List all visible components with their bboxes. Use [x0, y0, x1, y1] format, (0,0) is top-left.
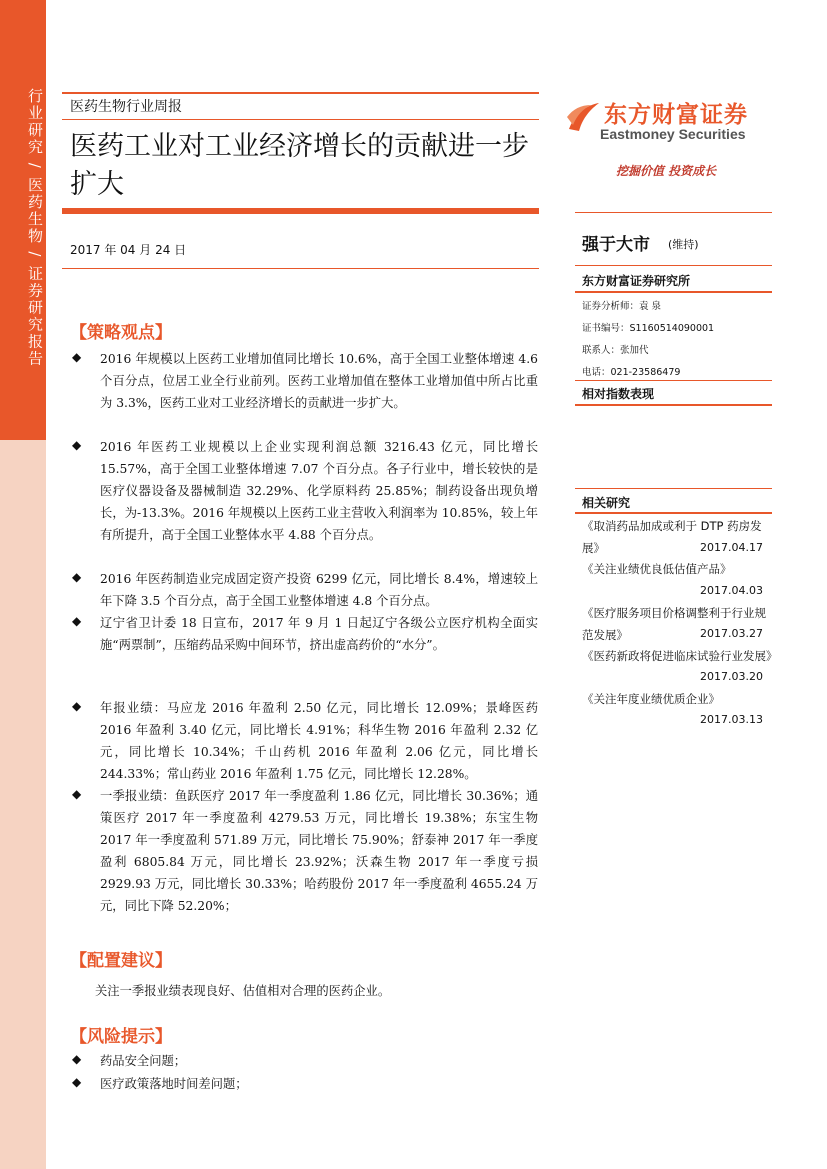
- diamond-bullet-icon: ◆: [72, 570, 82, 584]
- strategy-point: 2016 年规模以上医药工业增加值同比增长 10.6%，高于全国工业整体增速 4.6 个百分点，位居工业全行业前列。医药工业增加值在整体工业增加值中所占比重为 3.3%，医药工业对工业经济增长的贡献进一步扩大。: [100, 352, 538, 410]
- related-report-date: 2017.03.27: [700, 627, 763, 640]
- title-underline-bar: [62, 208, 539, 214]
- right-divider: [575, 488, 772, 489]
- report-date: 2017 年 04 月 24 日: [70, 243, 187, 257]
- config-text: 关注一季报业绩表现良好、估值相对合理的医药企业。: [95, 984, 391, 998]
- eastmoney-logo-icon: [565, 99, 601, 135]
- diamond-bullet-icon: ◆: [72, 787, 82, 801]
- brand-name-en: Eastmoney Securities: [600, 126, 746, 142]
- related-report-link[interactable]: 《关注年度业绩优质企业》: [582, 692, 720, 706]
- right-divider: [575, 291, 772, 293]
- institute-name: 东方财富证券研究所: [582, 274, 691, 288]
- brand-name-cn: 东方财富证券: [604, 102, 748, 128]
- sidebar-category-label: 行业研究 / 医药生物 / 证券研究报告: [26, 88, 44, 368]
- diamond-bullet-icon: ◆: [72, 1052, 82, 1066]
- brand-slogan: 挖掘价值 投资成长: [616, 164, 717, 178]
- related-report-link[interactable]: 《医药新政将促进临床试验行业发展》: [582, 649, 778, 663]
- related-report-date: 2017.04.17: [700, 541, 763, 554]
- right-divider: [575, 212, 772, 213]
- rating-note: (维持): [668, 238, 699, 251]
- related-report-link[interactable]: 《取消药品加成或利于 DTP 药房发展》: [582, 519, 762, 555]
- right-divider: [575, 265, 772, 266]
- related-research-title: 相关研究: [582, 496, 631, 510]
- diamond-bullet-icon: ◆: [72, 1075, 82, 1089]
- related-report-date: 2017.04.03: [700, 584, 763, 597]
- diamond-bullet-icon: ◆: [72, 438, 82, 452]
- strategy-point: 2016 年医药制造业完成固定资产投资 6299 亿元，同比增长 8.4%，增速较上年下降 3.5 个百分点，高于全国工业整体增速 4.8 个百分点。: [100, 572, 538, 608]
- strategy-point: 辽宁省卫计委 18 日宣布，2017 年 9 月 1 日起辽宁各级公立医疗机构全面实施“两票制”，压缩药品采购中间环节，挤出虚高药价的“水分”。: [100, 616, 538, 652]
- risk-heading: 【风险提示】: [70, 1027, 172, 1047]
- contact-person: 联系人：张加代: [582, 345, 649, 356]
- report-type: 医药生物行业周报: [70, 99, 182, 115]
- strategy-point: 2016 年医药工业规模以上企业实现利润总额 3216.43 亿元，同比增长 15.57%，高于全国工业整体增速 7.07 个百分点。各子行业中，增长较快的是医疗仪器设备及器械制造 32.29%、化学原料药 25.85%；制药设备出现负增长，为-13.3%。2016 年规模以上医药工业主营收入利润率为 10.85%，较上年有所提升，高于全国工业整体水平 4.88 个百分点。: [100, 440, 538, 542]
- sidebar-accent-bottom: [0, 440, 46, 1169]
- relative-index-title: 相对指数表现: [582, 387, 655, 401]
- diamond-bullet-icon: ◆: [72, 699, 82, 713]
- header-top-rule: [62, 92, 539, 94]
- earnings-point: 一季报业绩：鱼跃医疗 2017 年一季度盈利 1.86 亿元，同比增长 30.36%；通策医疗 2017 年一季度盈利 4279.53 万元，同比增长 19.38%；东宝生物 2017 年一季度盈利 571.89 万元，同比增长 75.90%；舒泰神 2017 年一季度盈利 6805.84 万元，同比增长 23.92%；沃森生物 2017 年一季度亏损 2929.93 万元，同比增长 30.33%；哈药股份 2017 年一季度盈利 4655.24 万元，同比下降 52.20%；: [100, 789, 538, 913]
- certificate-number: 证书编号：S1160514090001: [582, 323, 715, 334]
- strategy-heading: 【策略观点】: [70, 323, 172, 343]
- related-report-date: 2017.03.20: [700, 670, 763, 683]
- diamond-bullet-icon: ◆: [72, 350, 82, 364]
- right-divider: [575, 404, 772, 406]
- right-divider: [575, 512, 772, 514]
- config-heading: 【配置建议】: [70, 951, 172, 971]
- related-report-link[interactable]: 《关注业绩优良低估值产品》: [582, 562, 732, 576]
- page-title: 医药工业对工业经济增长的贡献进一步扩大: [70, 131, 529, 200]
- header-rule: [62, 119, 539, 120]
- contact-phone: 电话：021-23586479: [582, 367, 681, 378]
- diamond-bullet-icon: ◆: [72, 614, 82, 628]
- related-report-link[interactable]: 《医疗服务项目价格调整利于行业规范发展》: [582, 606, 766, 642]
- risk-item: 药品安全问题；: [100, 1054, 187, 1068]
- related-report-date: 2017.03.13: [700, 713, 763, 726]
- analyst-name: 证券分析师：袁 泉: [582, 301, 662, 312]
- rating-value: 强于大市: [582, 235, 650, 255]
- right-divider: [575, 380, 772, 381]
- date-rule: [62, 268, 539, 269]
- risk-item: 医疗政策落地时间差问题；: [100, 1077, 248, 1091]
- earnings-point: 年报业绩：马应龙 2016 年盈利 2.50 亿元，同比增长 12.09%；景峰医药 2016 年盈利 3.40 亿元，同比增长 4.91%；科华生物 2016 年盈利 2.32 亿元，同比增长 10.34%；千山药机 2016 年盈利 2.06 亿元，同比增长 244.33%；常山药业 2016 年盈利 1.75 亿元，同比增长 12.28%。: [100, 701, 538, 781]
